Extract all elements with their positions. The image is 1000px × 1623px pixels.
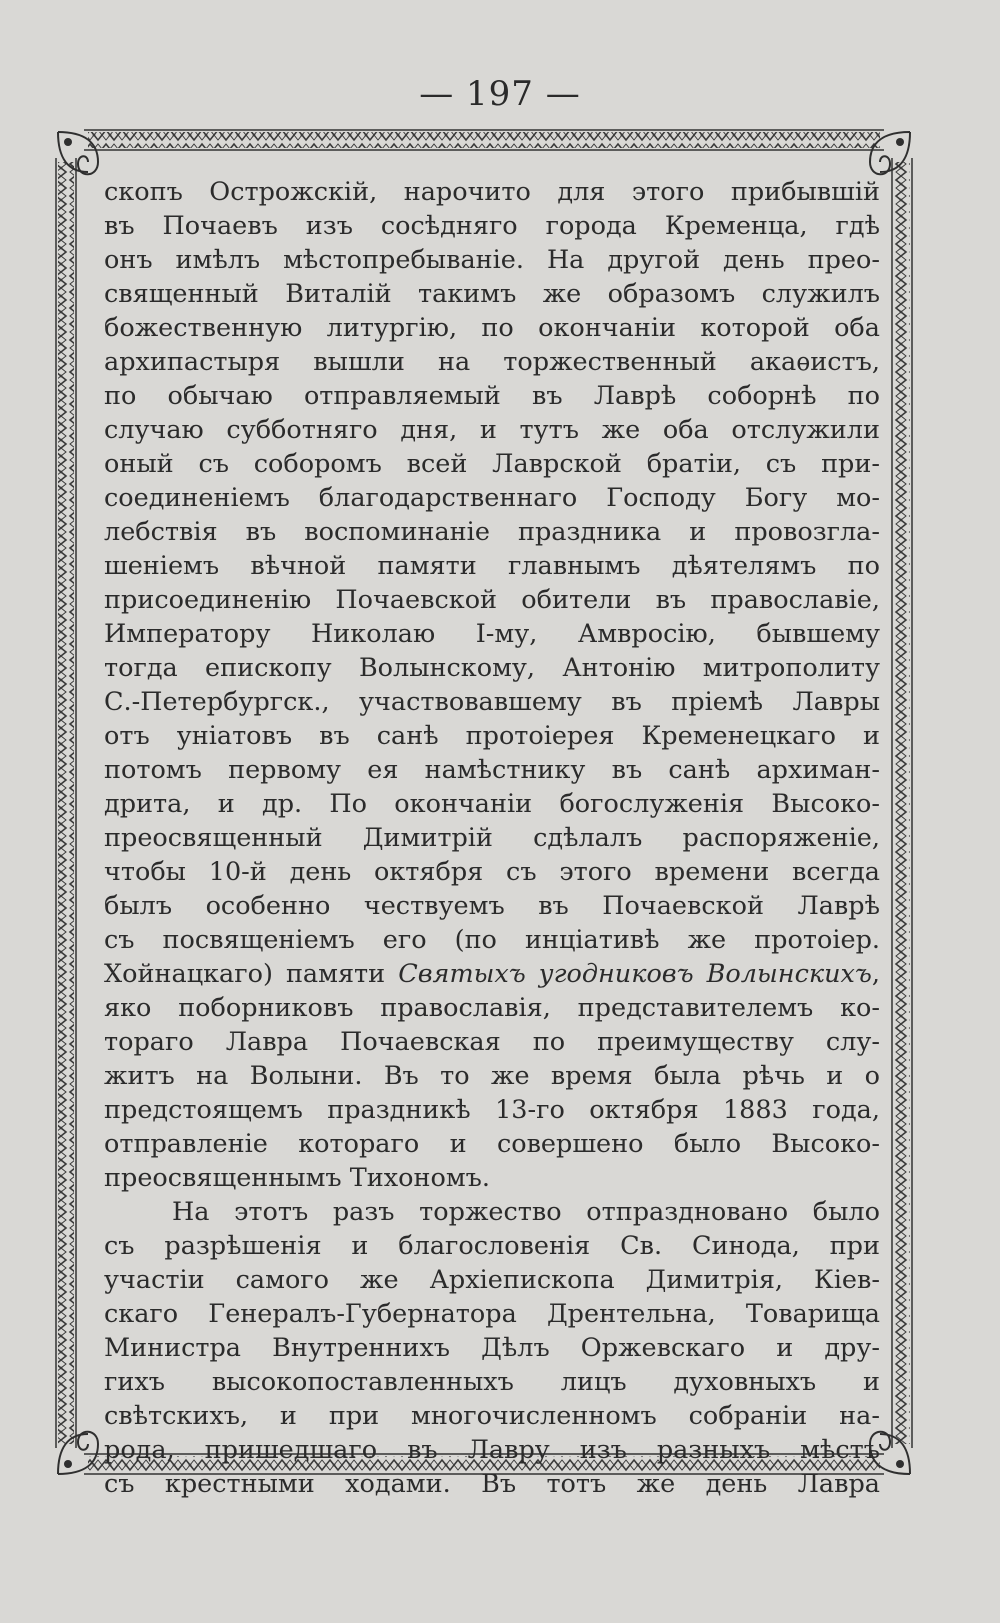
text-line: житъ на Волыни. Въ то же время была рѣчь и о [104, 1061, 880, 1091]
text-line: дрита, и др. По окончаніи богослуженія Высоко- [104, 789, 880, 819]
text-line: тогда епископу Волынскому, Антонію митрополиту [104, 653, 880, 683]
text-line: божественную литургію, по окончаніи которой оба [104, 313, 880, 343]
text-line: гихъ высокопоставленныхъ лицъ духовныхъ и [104, 1367, 880, 1397]
text-line: С.-Петербургск., участвовавшему въ пріемѣ Лавры [104, 687, 880, 717]
paragraph-first-line: На этотъ разъ торжество отпраздновано было [172, 1197, 880, 1227]
text-line: потомъ первому ея намѣстнику въ санѣ архиман- [104, 755, 880, 785]
text-line: былъ особенно чествуемъ въ Почаевской Лаврѣ [104, 891, 880, 921]
text-line: съ разрѣшенія и благословенія Св. Синода, при [104, 1231, 880, 1261]
body-text [104, 175, 880, 1501]
italic-phrase: Святыхъ угодниковъ Волынскихъ [398, 959, 872, 989]
text-line: по обычаю отправляемый въ Лаврѣ соборнѣ по [104, 381, 880, 411]
text-line: лебствія въ воспоминаніе праздника и провозгла- [104, 517, 880, 547]
text-line: предстоящемъ праздникѣ 13-го октября 1883 года, [104, 1095, 880, 1125]
text-line: рода, пришедшаго въ Лавру изъ разныхъ мѣстъ [104, 1435, 880, 1465]
text-line: скаго Генералъ-Губернатора Дрентельна, Товарища [104, 1299, 880, 1329]
text-line: съ крестными ходами. Въ тотъ же день Лавра [104, 1469, 880, 1499]
text-run: , [871, 959, 880, 989]
text-line: Министра Внутреннихъ Дѣлъ Оржевскаго и дру- [104, 1333, 880, 1363]
page-number: — 197 — [419, 74, 581, 114]
text-line: въ Почаевъ изъ сосѣдняго города Кременца, гдѣ [104, 211, 880, 241]
text-line: шеніемъ вѣчной памяти главнымъ дѣятелямъ по [104, 551, 880, 581]
text-line: отъ уніатовъ въ санѣ протоіерея Кременецкаго и [104, 721, 880, 751]
text-line: съ посвященіемъ его (по инціативѣ же протоіер. [104, 925, 880, 955]
text-line: скопъ Острожскій, нарочито для этого прибывшій [104, 177, 880, 207]
text-line: преосвященнымъ Тихономъ. [104, 1163, 490, 1193]
text-line: случаю субботняго дня, и тутъ же оба отслужили [104, 415, 880, 445]
text-run: Хойнацкаго) памяти [104, 959, 399, 989]
text-line: преосвященный Димитрій сдѣлалъ распоряженіе, [104, 823, 880, 853]
text-line: архипастыря вышли на торжественный акаѳистъ, [104, 347, 880, 377]
text-line: яко поборниковъ православія, представителемъ ко- [104, 993, 880, 1023]
text-line-with-italic [104, 957, 880, 991]
text-line: оный съ соборомъ всей Лаврской братіи, съ при- [104, 449, 880, 479]
text-line: тораго Лавра Почаевская по преимуществу слу- [104, 1027, 880, 1057]
text-line: участіи самого же Архіепископа Димитрія, Кіев- [104, 1265, 880, 1295]
text-line: чтобы 10-й день октября съ этого времени всегда [104, 857, 880, 887]
text-line: отправленіе котораго и совершено было Высоко- [104, 1129, 880, 1159]
text-line: Императору Николаю І-му, Амвросію, бывшему [104, 619, 880, 649]
text-line: священный Виталій такимъ же образомъ служилъ [104, 279, 880, 309]
text-line: свѣтскихъ, и при многочисленномъ собраніи на- [104, 1401, 880, 1431]
text-line: соединеніемъ благодарственнаго Господу Богу мо- [104, 483, 880, 513]
text-line: онъ имѣлъ мѣстопребываніе. На другой день прео- [104, 245, 880, 275]
text-line: присоединенію Почаевской обители въ православіе, [104, 585, 880, 615]
